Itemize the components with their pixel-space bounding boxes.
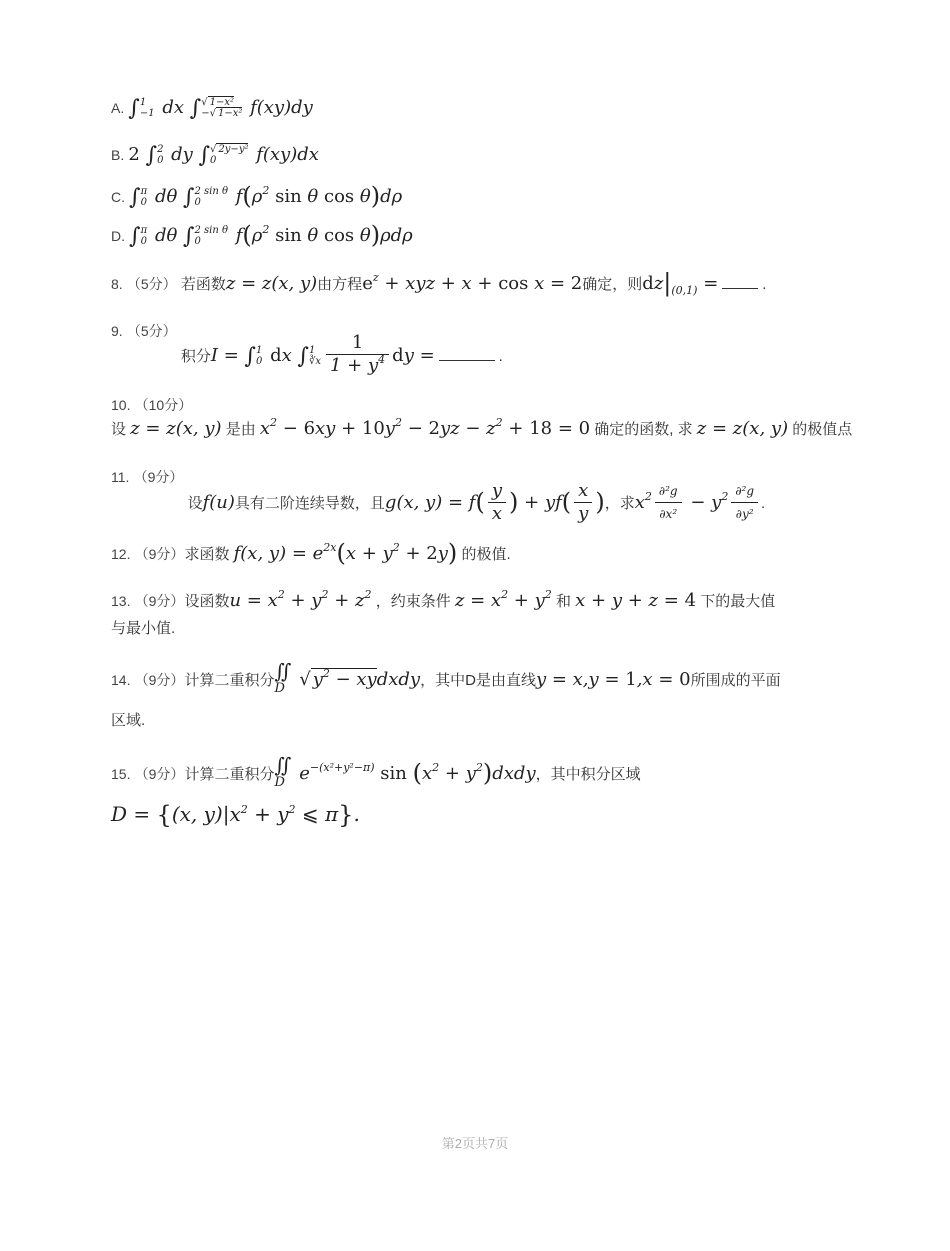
option-d [111, 222, 413, 249]
q10-text-4: 的极值点 [792, 421, 853, 438]
q15-text-1: 计算二重积分 [184, 766, 275, 783]
q13-score: （9分） [134, 593, 185, 609]
q13-text-4: 下的最大值 [700, 593, 776, 610]
q13-number: 13. [111, 593, 131, 609]
q11-formula-3: $x^2$ $\frac{\text{∂²g}}{\text{∂x²}}$ − $y^2$ $\frac{\text{∂²g}}{\text{∂y²}}$ [635, 492, 761, 513]
q10-text-1: 设 [111, 421, 127, 438]
q15-number: 15. [111, 766, 131, 782]
q14-score: （9分） [134, 672, 185, 688]
q9-answer-blank [439, 360, 495, 361]
q11-formula-2: g(x, y) = f( $\frac{y}{x}$ ) + yf( $\frac{x}{y}$ ) [384, 480, 605, 524]
question-13-cont [111, 618, 175, 640]
q13-formula-3: x + y + z = 4 [575, 590, 697, 611]
q8-answer-blank [722, 288, 758, 289]
q8-text-1: 若函数 [180, 276, 226, 293]
q14-text-1: 计算二重积分 [184, 672, 275, 689]
question-10-body [111, 418, 897, 442]
q15-formula-1: ∬ D $e^{-(x^2+y^2-\pi)}$ $\sin (x^2$ + $y^2)dxdy$ [274, 753, 536, 790]
q8-number: 8. [111, 276, 123, 292]
q8-formula-2: $e^z$ + xyz + x + cos x = 2 [362, 271, 583, 294]
q10-text-3: 确定的函数, 求 [594, 421, 693, 438]
q11-text-2: 具有二阶连续导数，且 [234, 494, 385, 512]
question-13 [111, 590, 775, 614]
question-15-cont [111, 802, 360, 829]
q13-text-5: 与最小值. [111, 620, 176, 637]
q10-text-2: 是由 [225, 421, 256, 438]
q13-formula-1: $u = x^2 + y^2 + z^2$ [229, 588, 372, 611]
q14-number: 14. [111, 672, 131, 688]
option-a-label: A. [111, 100, 125, 116]
q15-formula-2: D = {(x, $y)|x^2 + y^2$ ⩽ π}. [111, 801, 360, 829]
q10-formula-2: $x^2 - 6xy + 10y^2 - 2yz - z^2 + 18 = 0$ [259, 418, 591, 439]
q9-number: 9. [111, 323, 123, 339]
q14-text-3: 所围成的平面 [690, 672, 781, 689]
q9-formula: I = ∫ 1 0 dx ∫ 1 ∛x $\frac{1}{1 + y^4}$ dy = [210, 332, 435, 376]
q14-text-2: ，其中D是由直线 [420, 672, 536, 689]
q12-text-2: 的极值. [461, 546, 511, 563]
option-b-label: B. [111, 147, 125, 163]
q10-formula-3: z = z(x, y) [696, 418, 789, 439]
question-14-cont [111, 710, 145, 732]
question-15 [111, 753, 641, 796]
q12-formula: f(x, $y) = e^{2x}(x + y^2 + 2y)$ [233, 539, 458, 567]
q9-score: （5分） [126, 323, 177, 339]
question-8: 8. （5分） 若函数z = z(x, y)由方程$e^z$ + xyz + x + cos x = 2确定，则$dz|_{(0,1)}$ = . [111, 269, 767, 297]
option-b [111, 143, 319, 167]
option-c [111, 183, 402, 210]
q13-text-2: ，约束条件 [375, 593, 451, 610]
q11-text-3: ，求 [604, 494, 635, 512]
option-a [111, 96, 313, 120]
q11-formula-1: f(u) [202, 491, 235, 513]
option-d-formula: ∫ π 0 dθ ∫ 2 sin θ 0 $f(\rho^2$ sin θ cos θ)ρdρ [129, 221, 413, 249]
q10-score: （10分） [134, 397, 193, 413]
option-a-formula: ∫ 1 −1 dx ∫ √ 1−x² −√ 1−x² f(xy)dy [128, 96, 313, 121]
q15-text-2: ，其中积分区域 [535, 766, 641, 783]
question-10-header [111, 394, 192, 417]
q8-text-2: 由方程 [317, 276, 363, 293]
option-b-formula: 2 ∫ 2 0 dy ∫ √ 2y−y² 0 f(xy)dx [128, 143, 319, 168]
q14-formula-1: ∬ D √ $y^2$ − xydxdy [274, 659, 421, 696]
q11-score: （9分） [133, 469, 184, 485]
q12-number: 12. [111, 546, 131, 562]
q12-score: （9分） [134, 546, 185, 562]
option-c-formula: ∫ π 0 dθ ∫ 2 sin θ 0 $f(\rho^2$ sin θ cos θ)dρ [129, 182, 403, 210]
q8-score: （5分） [126, 276, 177, 292]
q14-formula-2: y = x,y = 1,x = 0 [535, 669, 691, 690]
q13-formula-2: $z = x^2 + y^2$ [454, 588, 552, 611]
q8-formula-1: z = z(x, y) [225, 273, 318, 294]
q11-number: 11. [111, 469, 130, 485]
option-d-label: D. [111, 228, 125, 244]
question-14 [111, 659, 781, 702]
question-9: 9. （5分） 积分I = ∫ 1 0 dx ∫ 1 ∛x $\frac{1}{1 + y^4}$ dy = . [111, 323, 503, 376]
page-footer: 第2页共7页 [441, 1136, 509, 1151]
q14-text-4: 区域. [111, 712, 146, 729]
q12-text-1: 求函数 [184, 546, 230, 563]
question-11: 11. （9分） 设f(u)具有二阶连续导数，且g(x, y) = f( $\frac{y}{x}$ ) + yf( $\frac{x}{y}$ )，求$x^2$ $\frac{\text{∂²g}}{\text{∂x²}}$ − $y^2$ $\frac{\text{∂²g}}{\text{∂y²}}$ . [111, 469, 766, 524]
question-12 [111, 540, 511, 567]
q10-number: 10. [111, 397, 131, 413]
q13-text-1: 设函数 [184, 593, 230, 610]
q8-formula-3: $dz|_{(0,1)}$ = [642, 269, 719, 297]
q11-text-1: 设 [187, 494, 203, 512]
option-c-label: C. [111, 189, 125, 205]
q8-text-3: 确定，则 [582, 276, 643, 293]
q10-formula-1: z = z(x, y) [130, 418, 222, 439]
q13-text-3: 和 [555, 593, 571, 610]
q9-text-1: 积分 [180, 347, 211, 365]
q15-score: （9分） [134, 766, 185, 782]
